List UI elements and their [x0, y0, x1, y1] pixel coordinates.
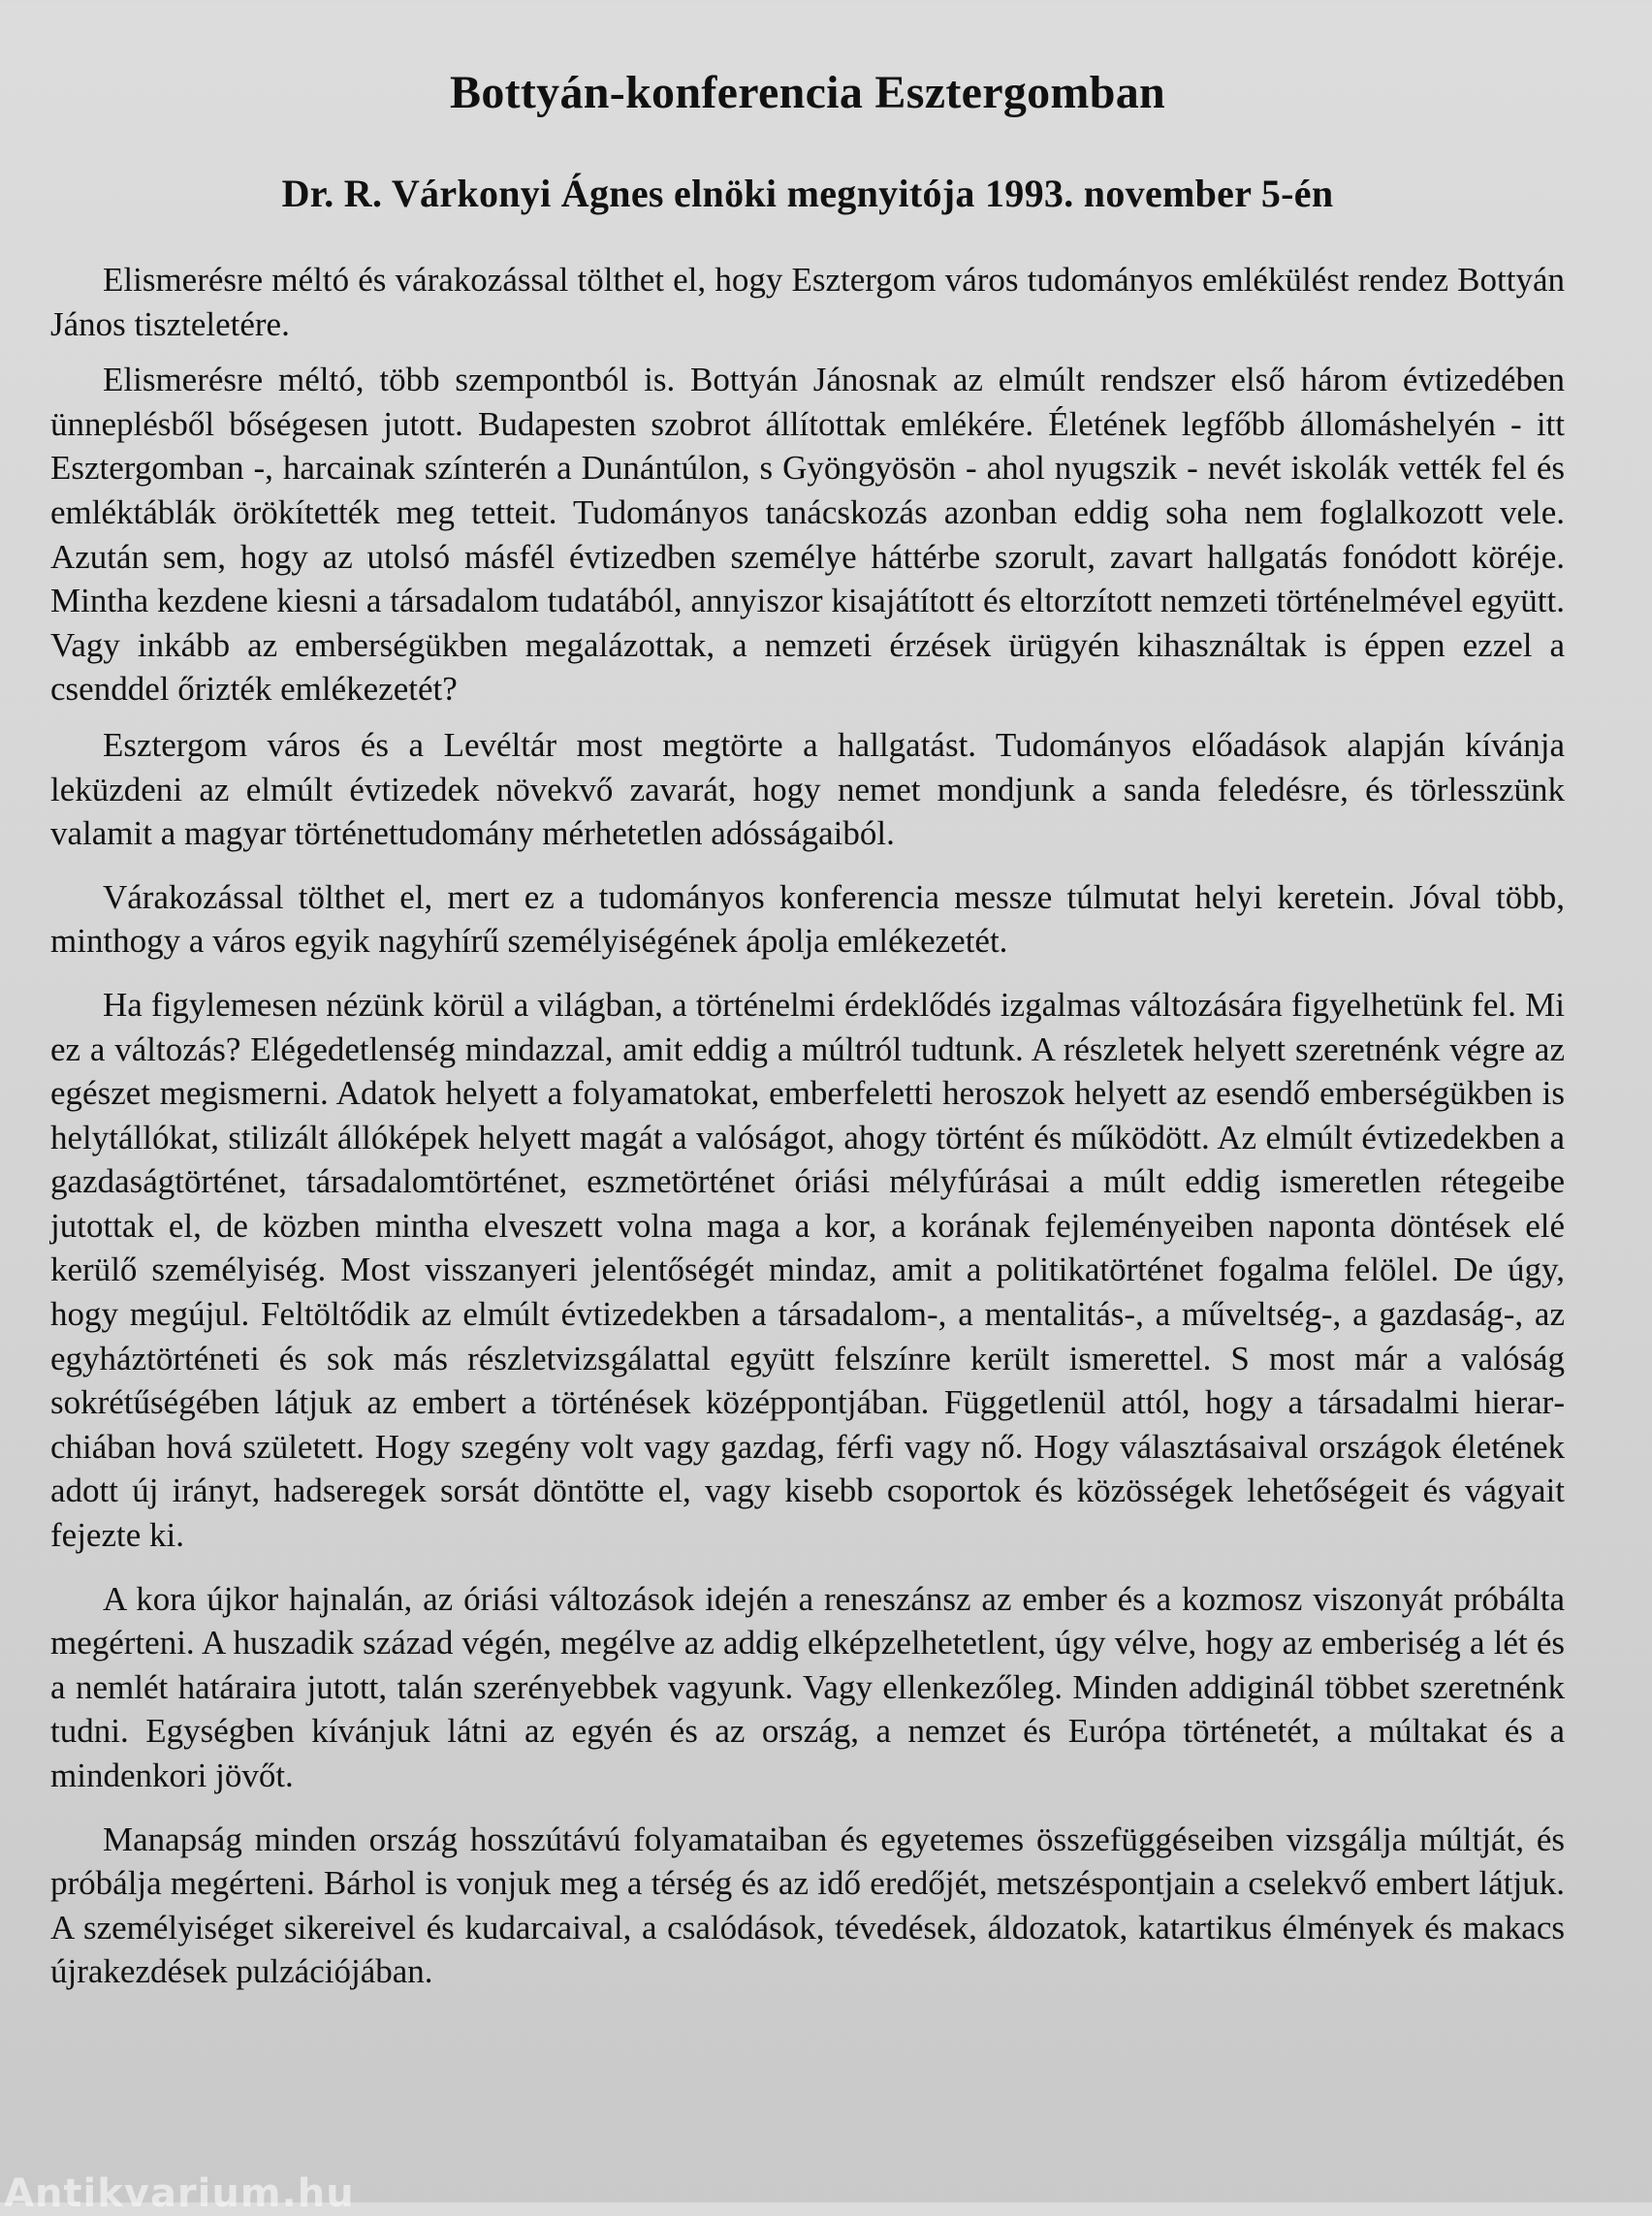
paragraph: Ha figylemesen nézünk körül a világban, a történelmi érdeklődés izgalmas változására figyelhetünk fel. Mi ez a változás? Elégedetlenség mindazzal, amit eddig a múltról tudtunk. A részletek helyett szeretnénk végre az egészet megismerni. Adatok helyett a folyamatokat, emberfeletti heroszok helyett az esendő emberségükben is helytállókat, stilizált állóképek helyett magát a valóságot, ahogy történt és működött. Az elmúlt évtizedekben a gazdaságtörténet, társadalomtörténet, eszmetörténet óriási mélyfúrásai a múlt eddig ismeretlen rétegeibe jutottak el, de közben mintha elveszett volna maga a kor, a korának fejleményeiben naponta döntések elé kerülő személyiség. Most visszanyeri jelentőségét mindaz, amit a politikatörténet fogalma felölel. De úgy, hogy megújul. Feltöltődik az elmúlt évtizedekben a társadalom-, a mentalitás-, a műveltség-, a gazdaság-, az egyháztörténeti és sok más részletvizsgálattal együtt felszínre került ismerettel. S most már a valóság sokrétűségében látjuk az embert a történések középpontjában. Függetlenül attól, hogy a társadalmi hierarchiában hová született. Hogy szegény volt vagy gazdag, férfi vagy nő. Hogy választásaival országok életének adott új irányt, hadseregek sorsát döntötte el, vagy kisebb csoportok és közösségek lehetőségeit és vágyait fejezte ki.	[50, 985, 1565, 1555]
paragraph: Elismerésre méltó, több szempontból is. Bottyán Jánosnak az elmúlt rendszer első három évtizedében ünneplésből bőségesen jutott. Budapesten szobrot állítottak emlékére. Életének legfőbb állomáshelyén - itt Esztergomban -, harcainak színterén a Dunántúlon, s Gyöngyösön - ahol nyugszik - nevét iskolák vették fel és emléktáblák örökítették meg tetteit. Tudományos tanácskozás azonban eddig soha nem foglalkozott vele. Azután sem, hogy az utolsó másfél évtizedben személye háttérbe szorult, zavart hallgatás fonódott köréje. Mintha kezdene kiesni a társadalom tudatából, annyiszor kisajátított és eltorzított nemzeti történelmével együtt. Vagy inkább az emberségükben megalázottak, a nemzeti érzések ürügyén kihasználtak is éppen ezzel a csenddel őrizték emlékezetét?	[50, 361, 1565, 709]
paragraph: A kora újkor hajnalán, az óriási változások idején a reneszánsz az ember és a kozmosz viszonyát próbálta megérteni. A huszadik század végén, megélve az addig elképzelhetetlent, úgy vélve, hogy az emberiség a lét és a nemlét határaira jutott, talán szerényebbek vagyunk. Vagy ellenkezőleg. Minden addiginál többet szeretnénk tudni. Egységben kívánjuk látni az egyén és az ország, a nemzet és Európa történetét, a múltakat és a mindenkori jövőt.	[50, 1579, 1565, 1794]
paragraph: Esztergom város és a Levéltár most megtörte a hallgatást. Tudományos előadások alapján kívánja leküzdeni az elmúlt évtizedek növekvő zavarát, hogy nemet mondjunk a sanda feledésre, és törlesszünk valamit a magyar történettudomány mérhetetlen adósságaiból.	[50, 725, 1565, 853]
article-body	[50, 258, 1565, 1994]
article-title: Bottyán-konferencia Esztergomban	[450, 67, 1165, 118]
paragraph: Várakozással tölthet el, mert ez a tudományos konferencia messze túlmutat helyi keretein. Jóval több, minthogy a város egyik nagyhírű személyiségének ápolja emlékezetét.	[50, 877, 1565, 961]
paragraph: Elismerésre méltó és várakozással tölthet el, hogy Esztergom város tudományos emlékülést rendez Bottyán János tiszteletére.	[50, 261, 1565, 343]
paragraph: Manapság minden ország hosszútávú folyamataiban és egyetemes összefüggéseiben vizsgálja múltját, és próbálja megérteni. Bárhol is vonjuk meg a térség és az idő eredőjét, metszéspontjain a cselekvő embert látjuk. A személyiséget sikereivel és kudarcaival, a csalódások, tévedések, áldozatok, katartikus élmények és makacs újrakezdések pulzációjában.	[50, 1820, 1565, 1991]
article-subtitle: Dr. R. Várkonyi Ágnes elnöki megnyitója 1993. november 5-én	[281, 172, 1334, 215]
watermark: Antikvarium.hu	[4, 2171, 355, 2216]
